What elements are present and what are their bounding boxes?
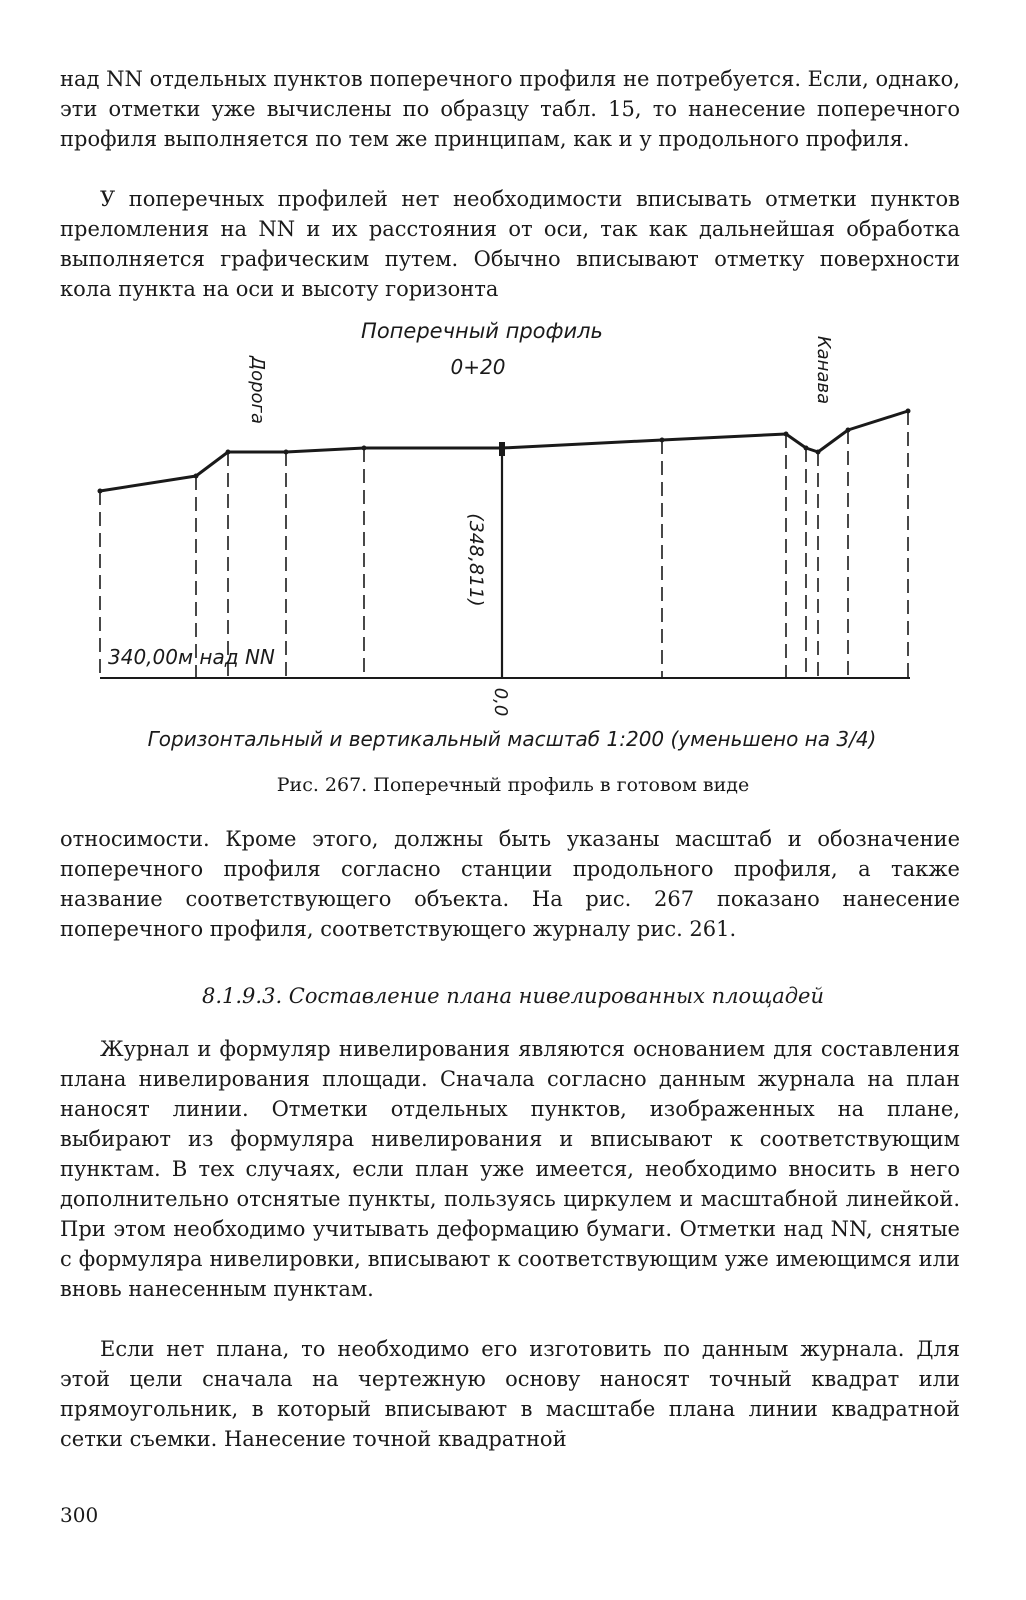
label-ditch: Канава (813, 335, 834, 405)
axis-elevation-label: (348,811) (465, 513, 487, 607)
scale-note: Горизонтальный и вертикальный масштаб 1:200 (уменьшено на 3/4) (147, 727, 877, 751)
cross-section-figure (0, 300, 1026, 770)
paragraph-2: У поперечных профилей нет необходимости вписывать отметки пунктов преломления на NN и их расстояния от оси, так как дальнейшая обработка выполняется графическим путем. Обычно вписывают отметку поверхности кола пункта на оси и высоту горизонта (60, 187, 960, 301)
paragraph-1: над NN отдельных пунктов поперечного профиля не потребуется. Если, однако, эти отметки уже вычислены по образцу табл. 15, то нанесение поперечного профиля выполняется по тем же принципам, как и у продольного профиля. (60, 67, 960, 151)
label-road: Дорога (247, 355, 268, 425)
paragraph-3: относимости. Кроме этого, должны быть указаны масштаб и обозначение поперечного профиля согласно станции продольного профиля, а также название соответствующего объекта. На рис. 267 показано нанесение поперечного профиля, соответствующего журналу рис. 261. (60, 827, 960, 941)
axis-mark-label: 0,0 (490, 687, 511, 717)
paragraph-4: Журнал и формуляр нивелирования являются основанием для составления плана нивелирования площади. Сначала согласно данным журнала на план наносят линии. Отметки отдельных пунктов, изображенных на плане, выбирают из формуляра нивелирования и вписывают к соответствующим пунктам. В тех случаях, если план уже имеется, необходимо вносить в него дополнительно отснятые пункты, пользуясь циркулем и масштабной линейкой. При этом необходимо учитывать деформацию бумаги. Отметки над NN, снятые с формуляра нивелировки, вписывают к соответствующим уже имеющимся или вновь нанесенным пунктам. (60, 1037, 960, 1301)
paragraph-5: Если нет плана, то необходимо его изготовить по данным журнала. Для этой цели сначала на чертежную основу наносят точный квадрат или прямоугольник, в который вписывают в масштабе плана линии квадратной сетки съемки. Нанесение точной квадратной (60, 1337, 960, 1451)
figure-title: Поперечный профиль (361, 319, 603, 343)
datum-label: 340,00м над NN (108, 645, 275, 669)
section-heading: 8.1.9.3. Составление плана нивелированных площадей (201, 984, 824, 1008)
figure-caption: Рис. 267. Поперечный профиль в готовом виде (276, 774, 750, 796)
figure-station: 0+20 (450, 355, 506, 379)
axis-stake-marker (499, 442, 505, 456)
page-number: 300 (60, 1503, 99, 1527)
